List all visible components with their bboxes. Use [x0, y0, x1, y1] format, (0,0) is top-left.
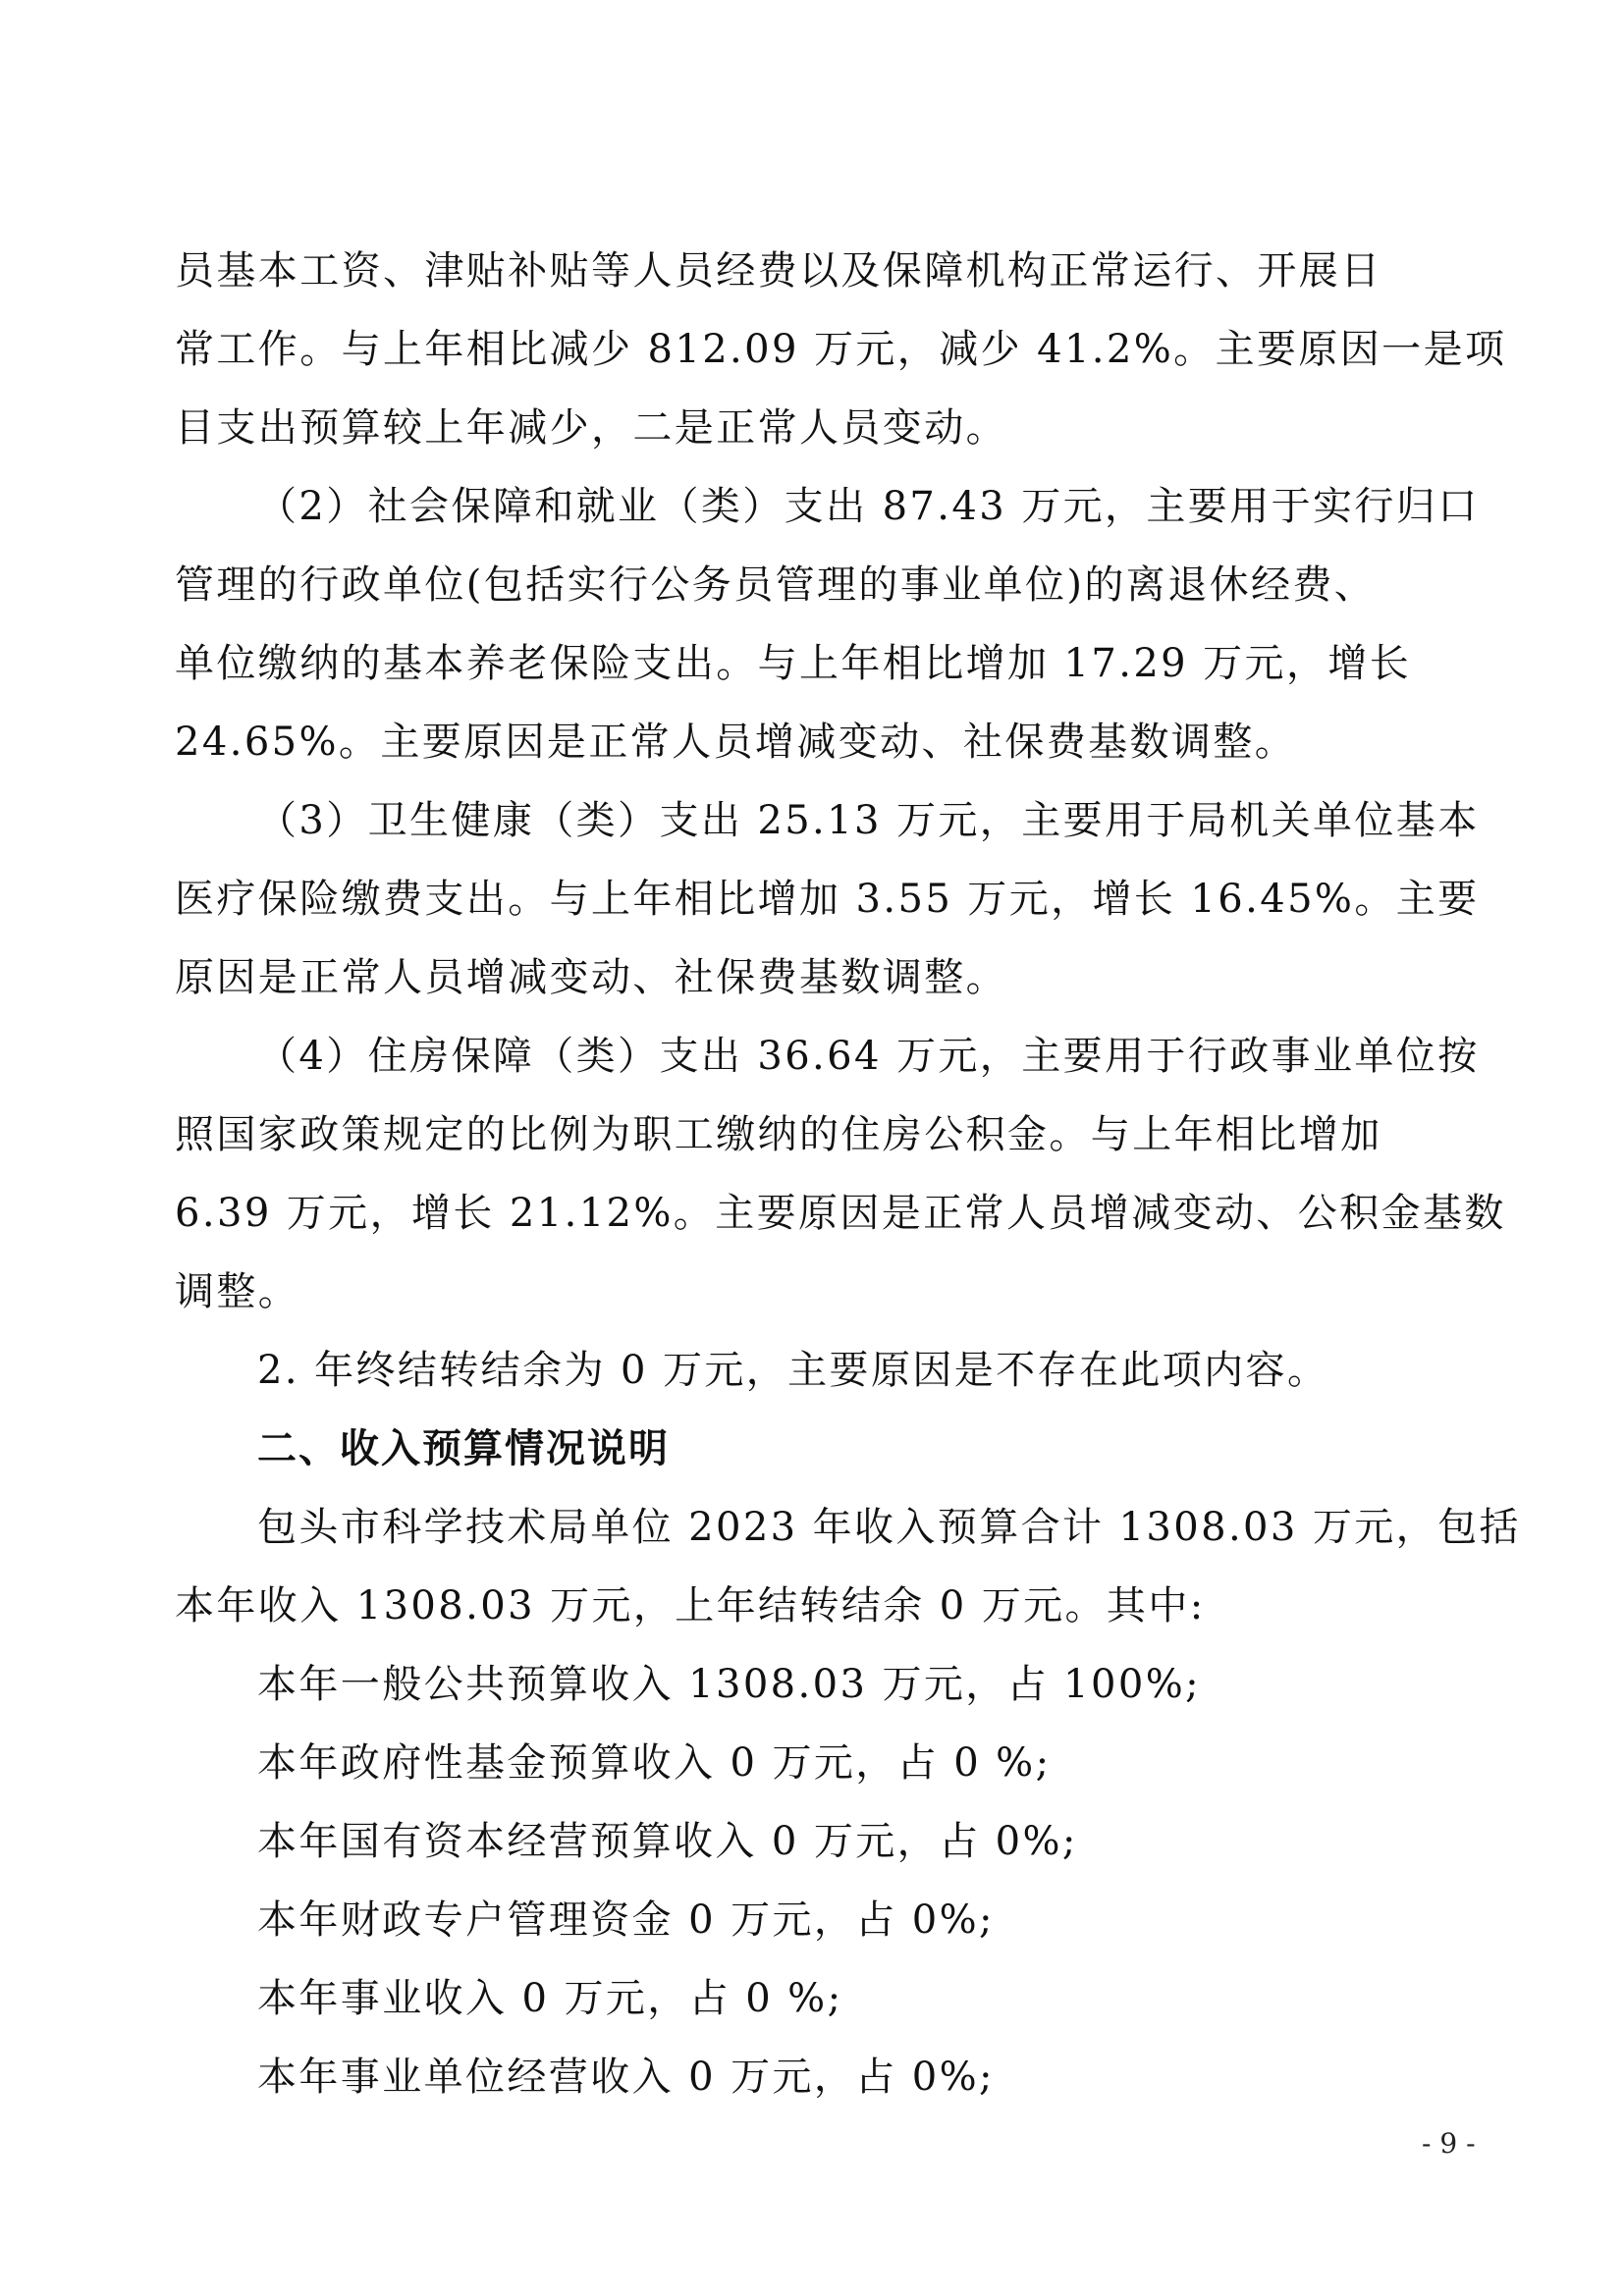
paragraph-line: 常工作。与上年相比减少 812.09 万元，减少 41.2%。主要原因一是项	[175, 327, 1507, 372]
list-item: 本年政府性基金预算收入 0 万元，占 0 %;	[257, 1740, 1052, 1786]
paragraph-line: （3）卫生健康（类）支出 25.13 万元，主要用于局机关单位基本	[257, 798, 1480, 843]
list-item: 本年国有资本经营预算收入 0 万元，占 0%;	[257, 1819, 1078, 1864]
paragraph-line: 单位缴纳的基本养老保险支出。与上年相比增加 17.29 万元，增长	[175, 641, 1412, 686]
paragraph-line: 管理的行政单位(包括实行公务员管理的事业单位)的离退休经费、	[175, 562, 1377, 608]
list-item: 本年财政专户管理资金 0 万元，占 0%;	[257, 1897, 995, 1943]
paragraph-line: 员基本工资、津贴补贴等人员经费以及保障机构正常运行、开展日	[175, 248, 1382, 294]
paragraph-line: 本年收入 1308.03 万元，上年结转结余 0 万元。其中:	[175, 1583, 1206, 1629]
paragraph-line: 目支出预算较上年减少，二是正常人员变动。	[175, 405, 1007, 451]
paragraph-line: 6.39 万元，增长 21.12%。主要原因是正常人员增减变动、公积金基数	[175, 1191, 1506, 1236]
page-number: - 9 -	[1422, 2127, 1476, 2160]
list-item: 本年事业单位经营收入 0 万元，占 0%;	[257, 2055, 995, 2100]
list-item: 本年事业收入 0 万元，占 0 %;	[257, 1976, 843, 2021]
paragraph-line: 原因是正常人员增减变动、社保费基数调整。	[175, 955, 1007, 1000]
paragraph-line: 包头市科学技术局单位 2023 年收入预算合计 1308.03 万元，包括	[257, 1505, 1521, 1550]
paragraph-line: 照国家政策规定的比例为职工缴纳的住房公积金。与上年相比增加	[175, 1112, 1382, 1157]
section-heading: 二、收入预算情况说明	[257, 1426, 670, 1471]
paragraph-line: 调整。	[175, 1269, 300, 1314]
paragraph-line: 24.65%。主要原因是正常人员增减变动、社保费基数调整。	[175, 720, 1297, 765]
list-item: 本年一般公共预算收入 1308.03 万元，占 100%;	[257, 1662, 1201, 1707]
paragraph-line: （4）住房保障（类）支出 36.64 万元，主要用于行政事业单位按	[257, 1034, 1480, 1079]
paragraph-line: 2. 年终结转结余为 0 万元，主要原因是不存在此项内容。	[257, 1348, 1329, 1393]
paragraph-line: （2）社会保障和就业（类）支出 87.43 万元，主要用于实行归口	[257, 484, 1480, 529]
paragraph-line: 医疗保险缴费支出。与上年相比增加 3.55 万元，增长 16.45%。主要	[175, 877, 1480, 922]
document-body	[175, 232, 1521, 2116]
